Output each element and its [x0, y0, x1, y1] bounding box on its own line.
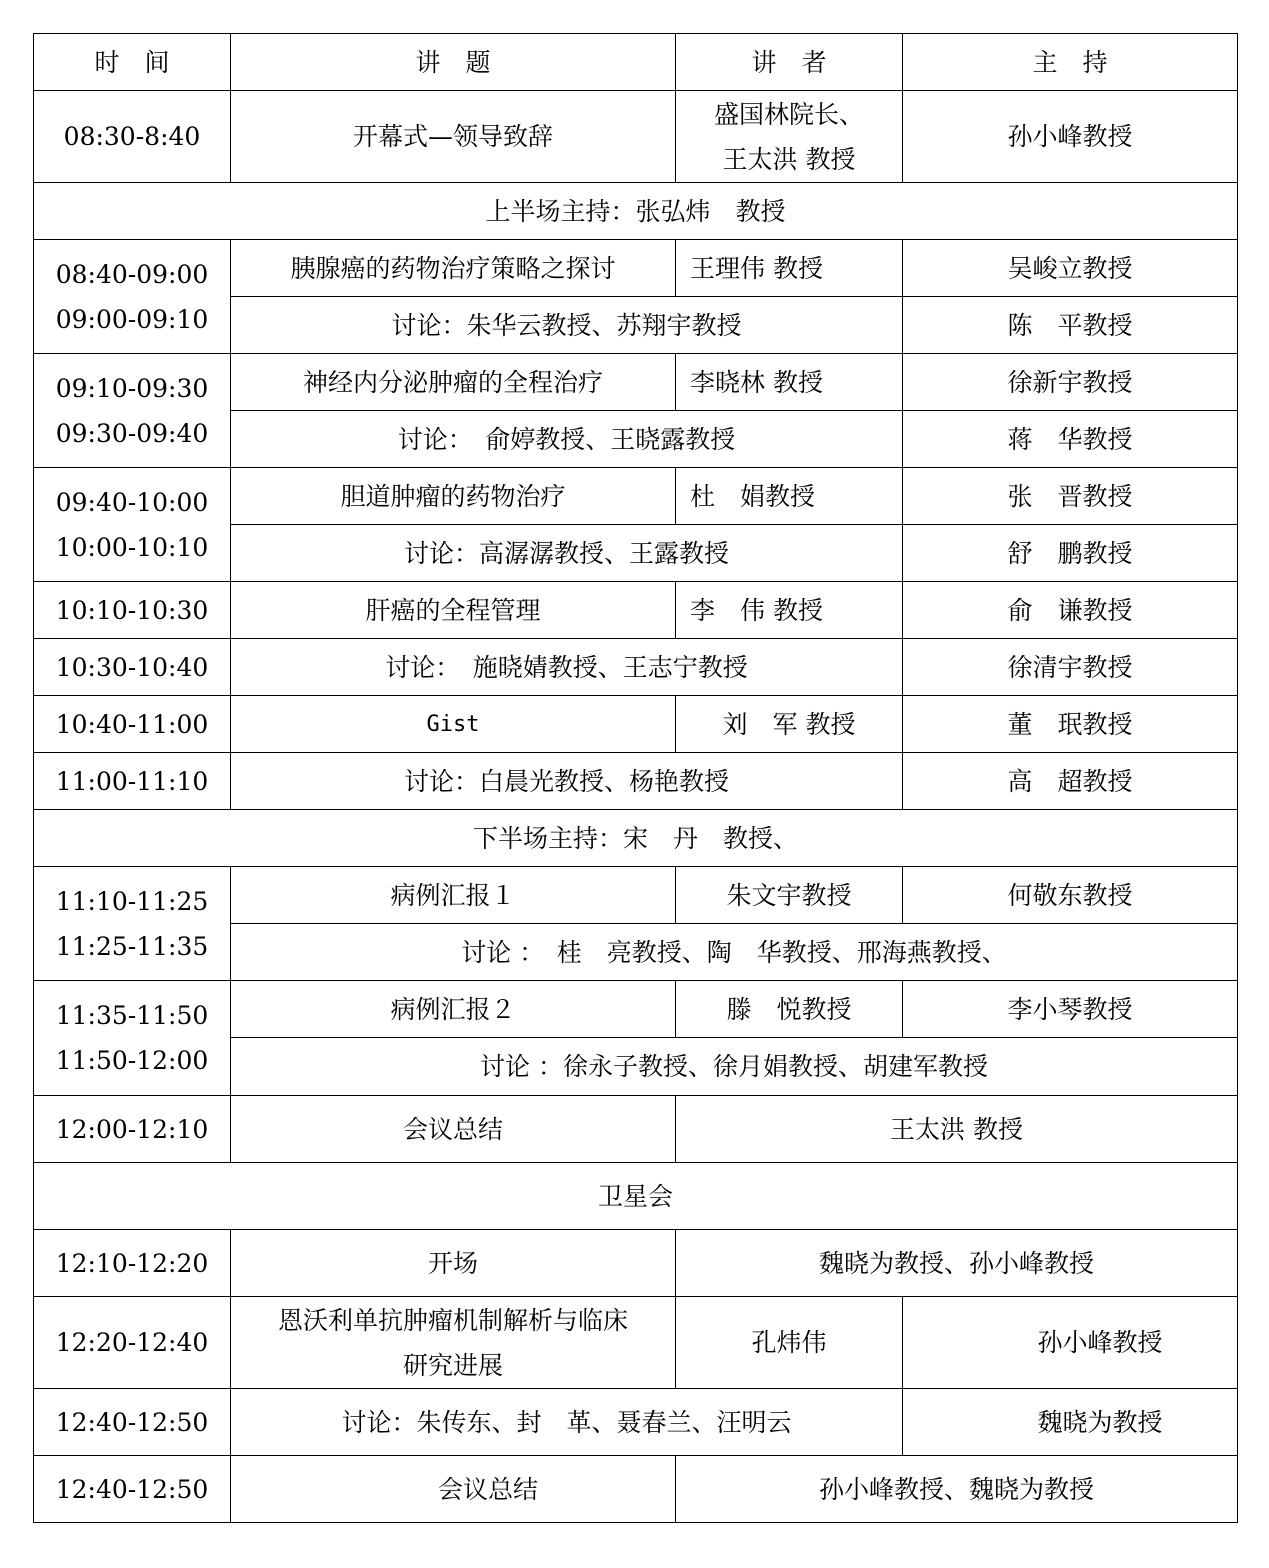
host-cell: 高 超教授 [903, 753, 1238, 810]
discussion-cell: 讨论 ：徐永子教授、徐月娟教授、胡建军教授 [231, 1038, 1238, 1096]
time-cell [34, 867, 231, 981]
topic-cell: 会议总结 [231, 1096, 676, 1163]
topic-cell: 肝癌的全程管理 [231, 582, 676, 639]
time-start: 11:35-11:50 [55, 1001, 209, 1030]
host-cell: 俞 谦教授 [903, 582, 1238, 639]
header-time: 时 间 [34, 34, 231, 91]
time-end: 09:30-09:40 [55, 418, 209, 448]
table-row [34, 91, 1238, 183]
topic-cell: Gist [231, 696, 676, 753]
topic-cell: 会议总结 [231, 1456, 676, 1523]
table-row [34, 981, 1238, 1038]
table-row [34, 1456, 1238, 1523]
speaker-cell: 杜 娟教授 [676, 468, 903, 525]
host-cell: 何敬东教授 [903, 867, 1238, 924]
topic-cell [231, 1297, 676, 1389]
topic-cell: 病例汇报１ [231, 867, 676, 924]
section-title: 上半场主持：张弘炜 教授 [34, 183, 1238, 240]
discussion-cell: 讨论：白晨光教授、杨艳教授 [231, 753, 903, 810]
time-end: 09:00-09:10 [55, 304, 209, 334]
speaker-cell: 朱文宇教授 [676, 867, 903, 924]
schedule-table [33, 33, 1238, 1523]
host-cell: 董 珉教授 [903, 696, 1238, 753]
time-end: 11:50-12:00 [55, 1046, 209, 1075]
host-cell: 蒋 华教授 [903, 411, 1238, 468]
table-row [34, 696, 1238, 753]
table-row [34, 582, 1238, 639]
topic-cell: 病例汇报２ [231, 981, 676, 1038]
host-cell: 陈 平教授 [903, 297, 1238, 354]
time-end: 11:25-11:35 [55, 931, 209, 961]
topic-cell: 开幕式—领导致辞 [231, 91, 676, 183]
topic-cell: 胰腺癌的药物治疗策略之探讨 [231, 240, 676, 297]
speaker-cell: 李晓林 教授 [676, 354, 903, 411]
discussion-cell: 讨论 ： 桂 亮教授、陶 华教授、邢海燕教授、 [231, 924, 1238, 981]
section-row [34, 810, 1238, 867]
speaker-cell: 滕 悦教授 [676, 981, 903, 1038]
topic-cell: 神经内分泌肿瘤的全程治疗 [231, 354, 676, 411]
host-cell: 李小琴教授 [903, 981, 1238, 1038]
table-row [34, 1230, 1238, 1297]
host-cell: 吴峻立教授 [903, 240, 1238, 297]
table-row [34, 867, 1238, 924]
section-row [34, 183, 1238, 240]
table-row [34, 753, 1238, 810]
time-cell: 12:20-12:40 [34, 1297, 231, 1389]
header-host: 主 持 [903, 34, 1238, 91]
header-row [34, 34, 1238, 91]
host-cell: 孙小峰教授 [903, 91, 1238, 183]
speaker-cell: 魏晓为教授、孙小峰教授 [676, 1230, 1238, 1297]
section-row [34, 1163, 1238, 1230]
speaker-cell: 孙小峰教授、魏晓为教授 [676, 1456, 1238, 1523]
time-cell: 10:10-10:30 [34, 582, 231, 639]
table-row [34, 639, 1238, 696]
topic-cell: 开场 [231, 1230, 676, 1297]
time-start: 11:10-11:25 [55, 886, 209, 916]
host-cell: 徐清宇教授 [903, 639, 1238, 696]
discussion-cell: 讨论：高潺潺教授、王露教授 [231, 525, 903, 582]
table-row [34, 468, 1238, 525]
time-start: 09:10-09:30 [55, 373, 209, 403]
time-start: 08:40-09:00 [55, 259, 209, 289]
discussion-cell: 讨论： 施晓婧教授、王志宁教授 [231, 639, 903, 696]
time-cell: 12:10-12:20 [34, 1230, 231, 1297]
table-row [34, 1297, 1238, 1389]
discussion-cell: 讨论： 俞婷教授、王晓露教授 [231, 411, 903, 468]
header-speaker: 讲 者 [676, 34, 903, 91]
speaker-cell: 李 伟 教授 [676, 582, 903, 639]
discussion-cell: 讨论：朱传东、封 革、聂春兰、汪明云 [231, 1389, 903, 1456]
table-row [34, 1389, 1238, 1456]
discussion-cell: 讨论：朱华云教授、苏翔宇教授 [231, 297, 903, 354]
time-cell: 12:40-12:50 [34, 1389, 231, 1456]
host-cell: 张 晋教授 [903, 468, 1238, 525]
time-cell [34, 981, 231, 1096]
host-cell: 魏晓为教授 [903, 1389, 1238, 1456]
time-cell [34, 468, 231, 582]
time-cell: 10:40-11:00 [34, 696, 231, 753]
table-row [34, 240, 1238, 297]
speaker-cell [676, 91, 903, 183]
time-cell: 10:30-10:40 [34, 639, 231, 696]
time-cell: 11:00-11:10 [34, 753, 231, 810]
host-cell: 孙小峰教授 [903, 1297, 1238, 1389]
speaker-cell: 孔炜伟 [676, 1297, 903, 1389]
speaker-cell: 刘 军 教授 [676, 696, 903, 753]
time-cell: 12:40-12:50 [34, 1456, 231, 1523]
host-cell: 舒 鹏教授 [903, 525, 1238, 582]
time-end: 10:00-10:10 [55, 532, 209, 562]
speaker-cell: 王太洪 教授 [676, 1096, 1238, 1163]
host-cell: 徐新宇教授 [903, 354, 1238, 411]
header-topic: 讲 题 [231, 34, 676, 91]
time-cell [34, 354, 231, 468]
section-title: 卫星会 [34, 1163, 1238, 1230]
speaker-cell: 王理伟 教授 [676, 240, 903, 297]
topic-line: 恩沃利单抗肿瘤机制解析与临床 [277, 1305, 628, 1335]
time-cell [34, 240, 231, 354]
topic-cell: 胆道肿瘤的药物治疗 [231, 468, 676, 525]
section-title: 下半场主持：宋 丹 教授、 [34, 810, 1238, 867]
time-start: 09:40-10:00 [55, 487, 209, 517]
topic-line: 研究进展 [402, 1350, 503, 1380]
speaker-line: 盛国林院长、 [713, 99, 864, 129]
speaker-line: 王太洪 教授 [722, 144, 856, 174]
table-row [34, 354, 1238, 411]
time-cell: 08:30-8:40 [34, 91, 231, 183]
table-row [34, 1096, 1238, 1163]
time-cell: 12:00-12:10 [34, 1096, 231, 1163]
